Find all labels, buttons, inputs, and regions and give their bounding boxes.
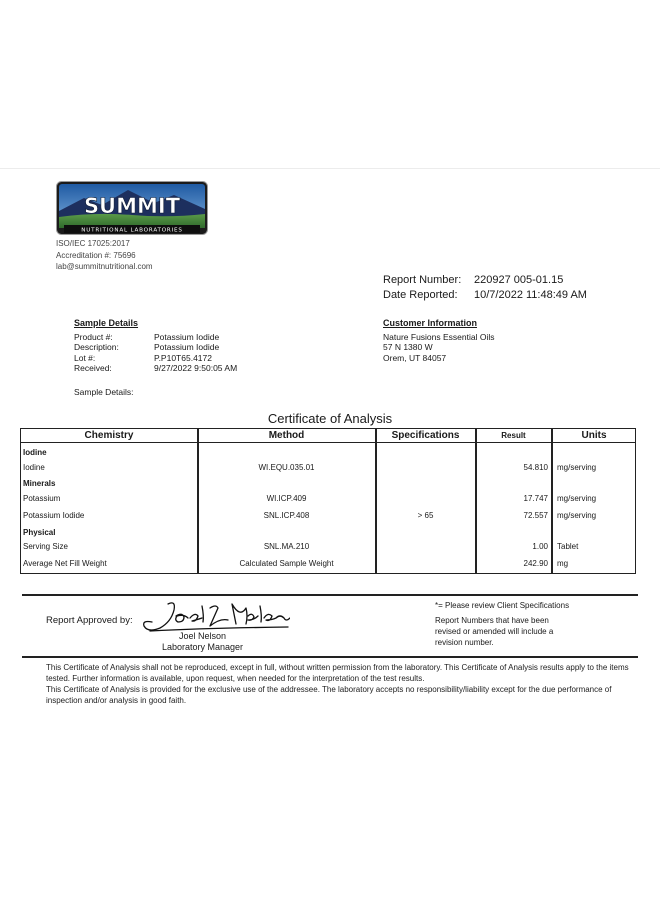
- lab-email[interactable]: lab@summitnutritional.com: [56, 262, 153, 271]
- report-number-row: [383, 273, 587, 288]
- logo-tagline: NUTRITIONAL LABORATORIES: [81, 227, 183, 234]
- disclaimer-paragraph: This Certificate of Analysis is provided for the exclusive use of the addressee. The laboratory accepts no responsibility/liability except for the due performance of inspection and/or analysis in good faith.: [46, 685, 612, 705]
- disclaimer-paragraph: This Certificate of Analysis shall not be reproduced, except in full, without written permission from the laboratory. This Certificate of Analysis results apply to the items tested. Further information is available, upon request, when needed for the interpretation of the test results.: [46, 663, 629, 683]
- sample-details-title: Sample Details: [74, 318, 139, 328]
- header-chemistry: Chemistry: [84, 430, 134, 441]
- table-row-units: mg/serving: [557, 511, 597, 520]
- sample-row-value: 9/27/2022 9:50:05 AM: [154, 363, 238, 374]
- sample-row-label: Description:: [74, 342, 119, 353]
- signer-block: [140, 631, 265, 653]
- report-number-label: Report Number:: [383, 274, 462, 286]
- category-label: Physical: [23, 528, 56, 537]
- table-row-chemistry: Iodine: [23, 463, 45, 472]
- sample-row: [74, 363, 237, 374]
- summit-logo: [56, 181, 208, 235]
- date-reported-label: Date Reported:: [383, 289, 458, 301]
- disclaimer: [46, 662, 636, 706]
- revision-note-line: revision number.: [435, 638, 494, 647]
- table-row-chemistry: Average Net Fill Weight: [23, 559, 107, 568]
- sample-row-value: Potassium Iodide: [154, 331, 220, 342]
- report-number-value: 220927 005-01.15: [474, 274, 564, 286]
- sample-row-label: Lot #:: [74, 352, 96, 363]
- table-row-method: SNL.MA.210: [263, 542, 310, 551]
- results-table: [20, 428, 636, 574]
- report-meta: [383, 273, 587, 303]
- table-row-result: 17.747: [523, 494, 548, 503]
- revision-note-line: revised or amended will include a: [435, 627, 554, 636]
- sample-row: [74, 353, 237, 364]
- logo-wordmark: SUMMIT: [83, 194, 181, 218]
- category-label: Iodine: [23, 448, 47, 457]
- table-row-result: 242.90: [523, 559, 548, 568]
- spec-note: *= Please review Client Specifications: [435, 601, 570, 610]
- table-row-units: Tablet: [557, 542, 579, 551]
- customer-information-title: Customer Information: [383, 318, 478, 328]
- accreditation-line: Accreditation #: 75696: [56, 250, 136, 260]
- table-row-chemistry: Serving Size: [23, 542, 68, 551]
- sample-details: [74, 318, 237, 374]
- table-row-chemistry: Potassium: [23, 494, 61, 503]
- date-reported-row: [383, 288, 587, 303]
- table-row-method: Calculated Sample Weight: [239, 559, 334, 568]
- iso-line: ISO/IEC 17025:2017: [56, 239, 130, 248]
- signer-name: Joel Nelson: [178, 631, 227, 641]
- page-divider: [0, 168, 660, 169]
- table-row-spec: > 65: [417, 511, 434, 520]
- certificate-title: Certificate of Analysis: [267, 411, 393, 426]
- table-row-result: 1.00: [532, 542, 548, 551]
- approval-top-rule: [22, 594, 638, 596]
- header-units: Units: [581, 430, 607, 441]
- sample-details-extra-label: Sample Details:: [74, 387, 134, 397]
- customer-line: Nature Fusions Essential Oils: [383, 331, 495, 342]
- column-divider: [551, 429, 553, 573]
- sample-row-label: Product #:: [74, 331, 113, 342]
- sample-row-value: Potassium Iodide: [154, 342, 220, 353]
- sample-row: [74, 342, 237, 353]
- header-specifications: Specifications: [391, 430, 460, 441]
- sample-row-label: Received:: [74, 363, 112, 374]
- table-row-result: 72.557: [523, 511, 548, 520]
- table-row-chemistry: Potassium Iodide: [23, 511, 85, 520]
- table-row-result: 54.810: [523, 463, 548, 472]
- table-row-units: mg/serving: [557, 494, 597, 503]
- approved-by-label: Report Approved by:: [46, 615, 133, 626]
- table-row-units: mg/serving: [557, 463, 597, 472]
- column-divider: [375, 429, 377, 573]
- signer-title: Laboratory Manager: [161, 642, 244, 652]
- customer-line: Orem, UT 84057: [383, 352, 447, 363]
- sample-row-value: P.P10T65.4172: [154, 352, 212, 363]
- customer-line: 57 N 1380 W: [383, 342, 433, 353]
- header-method: Method: [268, 430, 305, 441]
- lab-info: [56, 238, 153, 273]
- approval-bottom-rule: [22, 656, 638, 658]
- customer-information: [383, 318, 495, 363]
- revision-note-line: Report Numbers that have been: [435, 616, 549, 625]
- table-row-method: WI.EQU.035.01: [258, 463, 315, 472]
- date-reported-value: 10/7/2022 11:48:49 AM: [474, 289, 587, 301]
- sample-row: [74, 332, 237, 343]
- table-row-method: WI.ICP.409: [266, 494, 307, 503]
- report-notes: [435, 600, 569, 648]
- header-result: Result: [501, 431, 526, 440]
- category-label: Minerals: [23, 479, 56, 488]
- table-row-method: SNL.ICP.408: [263, 511, 310, 520]
- page-top-blank: [0, 0, 660, 168]
- table-row-units: mg: [557, 559, 569, 568]
